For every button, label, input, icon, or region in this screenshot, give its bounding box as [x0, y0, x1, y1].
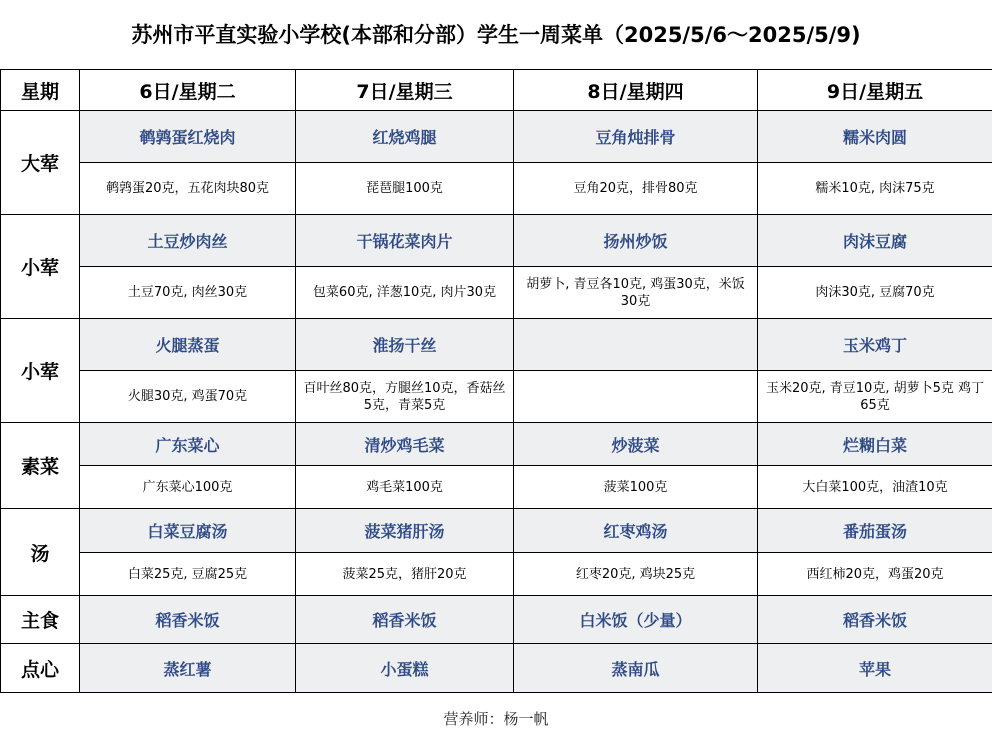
dish-ingredients: 广东菜心100克	[80, 466, 296, 509]
day-header: 6日/星期二	[80, 70, 296, 111]
dish-ingredients: 琵琶腿100克	[296, 163, 514, 215]
dish-name: 红枣鸡汤	[514, 509, 758, 553]
dish-name: 红烧鸡腿	[296, 111, 514, 163]
snack-row	[1, 644, 992, 693]
category-staple: 主食	[1, 596, 80, 644]
dish-ingredients: 土豆70克, 肉丝30克	[80, 267, 296, 319]
category-side-dish: 小荤	[1, 215, 80, 319]
dish-name: 蒸红薯	[80, 644, 296, 693]
day-header: 9日/星期五	[758, 70, 992, 111]
dish-ingredients: 西红柿20克，鸡蛋20克	[758, 553, 992, 596]
dish-ingredients: 豆角20克，排骨80克	[514, 163, 758, 215]
soup-name-row	[1, 509, 992, 553]
dish-name: 玉米鸡丁	[758, 319, 992, 371]
side-dish-2-name-row	[1, 319, 992, 371]
dish-name: 稻香米饭	[296, 596, 514, 644]
vegetable-ingredient-row	[1, 466, 992, 509]
dish-ingredients: 玉米20克, 青豆10克, 胡萝卜5克 鸡丁65克	[758, 371, 992, 423]
day-header: 8日/星期四	[514, 70, 758, 111]
dish-ingredients: 鸡毛菜100克	[296, 466, 514, 509]
side-dish-2-ingredient-row	[1, 371, 992, 423]
main-dish-name-row	[1, 111, 992, 163]
dish-name: 白菜豆腐汤	[80, 509, 296, 553]
dish-ingredients: 肉沫30克, 豆腐70克	[758, 267, 992, 319]
dish-name: 火腿蒸蛋	[80, 319, 296, 371]
dish-name: 白米饭（少量）	[514, 596, 758, 644]
dish-ingredients: 菠菜25克，猪肝20克	[296, 553, 514, 596]
staple-row	[1, 596, 992, 644]
dish-name: 稻香米饭	[758, 596, 992, 644]
vegetable-name-row	[1, 423, 992, 466]
header-row	[1, 70, 992, 111]
dish-ingredients: 包菜60克, 洋葱10克, 肉片30克	[296, 267, 514, 319]
category-soup: 汤	[1, 509, 80, 596]
dish-ingredients: 菠菜100克	[514, 466, 758, 509]
dish-name: 糯米肉圆	[758, 111, 992, 163]
dish-name: 豆角炖排骨	[514, 111, 758, 163]
category-main-dish: 大荤	[1, 111, 80, 215]
dish-name: 蒸南瓜	[514, 644, 758, 693]
side-dish-1-name-row	[1, 215, 992, 267]
dish-ingredients: 糯米10克, 肉沫75克	[758, 163, 992, 215]
dish-name: 鹌鹑蛋红烧肉	[80, 111, 296, 163]
dish-name: 广东菜心	[80, 423, 296, 466]
dish-name: 番茄蛋汤	[758, 509, 992, 553]
page-title: 苏州市平直实验小学校(本部和分部）学生一周菜单（2025/5/6～2025/5/9)	[131, 23, 861, 47]
dish-name: 烂糊白菜	[758, 423, 992, 466]
category-vegetable: 素菜	[1, 423, 80, 509]
side-dish-1-ingredient-row	[1, 267, 992, 319]
dish-name: 炒菠菜	[514, 423, 758, 466]
dish-name: 干锅花菜肉片	[296, 215, 514, 267]
dish-name: 菠菜猪肝汤	[296, 509, 514, 553]
dish-name: 土豆炒肉丝	[80, 215, 296, 267]
category-snack: 点心	[1, 644, 80, 693]
weekday-header: 星期	[1, 70, 80, 111]
dish-ingredients: 白菜25克, 豆腐25克	[80, 553, 296, 596]
dish-name: 肉沫豆腐	[758, 215, 992, 267]
main-dish-ingredient-row	[1, 163, 992, 215]
dish-name: 小蛋糕	[296, 644, 514, 693]
dish-name: 稻香米饭	[80, 596, 296, 644]
day-header: 7日/星期三	[296, 70, 514, 111]
menu-table	[0, 69, 992, 693]
nutritionist-note: 营养师：杨一帆	[443, 710, 549, 728]
dish-ingredients: 红枣20克, 鸡块25克	[514, 553, 758, 596]
dish-name-empty	[514, 319, 758, 371]
dish-name: 苹果	[758, 644, 992, 693]
dish-ingredients: 大白菜100克，油渣10克	[758, 466, 992, 509]
dish-name: 清炒鸡毛菜	[296, 423, 514, 466]
dish-name: 淮扬干丝	[296, 319, 514, 371]
soup-ingredient-row	[1, 553, 992, 596]
dish-ingredients: 百叶丝80克，方腿丝10克，香菇丝5克，青菜5克	[296, 371, 514, 423]
dish-ingredients: 鹌鹑蛋20克，五花肉块80克	[80, 163, 296, 215]
dish-ingredients: 火腿30克, 鸡蛋70克	[80, 371, 296, 423]
dish-name: 扬州炒饭	[514, 215, 758, 267]
category-side-dish: 小荤	[1, 319, 80, 423]
dish-ingredients: 胡萝卜, 青豆各10克, 鸡蛋30克，米饭30克	[514, 267, 758, 319]
dish-ingredients-empty	[514, 371, 758, 423]
